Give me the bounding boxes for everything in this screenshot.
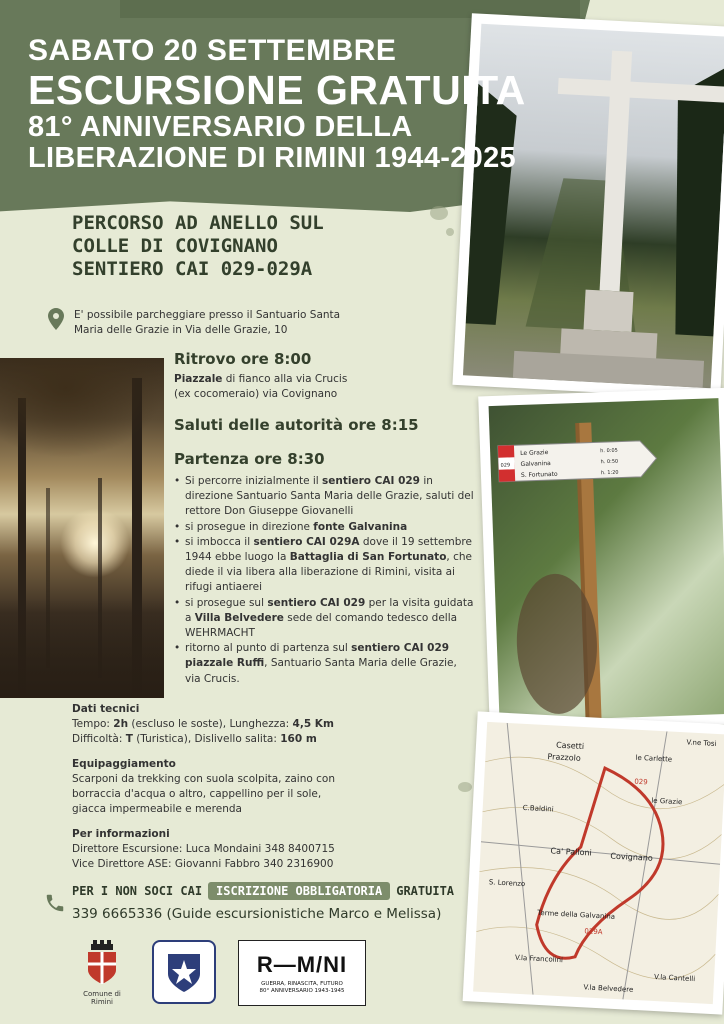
map-label: C.Baldini <box>522 803 554 814</box>
decor-splash <box>446 228 454 236</box>
sign-destination: Galvanina <box>520 459 551 469</box>
route-line-3: SENTIERO CAI 029-029A <box>72 258 313 280</box>
map-trail-label: 029A <box>584 927 603 937</box>
rimini-crest-icon <box>85 940 119 984</box>
map-label: Covignano <box>610 851 654 863</box>
event-date: SABATO 20 SETTEMBRE <box>28 34 397 67</box>
registration <box>44 882 484 922</box>
route-line-1: PERCORSO AD ANELLO SUL <box>72 212 324 234</box>
location-pin-icon <box>48 308 64 330</box>
tech-difficulty: Difficoltà: T (Turistica), Dislivello salita: 160 m <box>72 733 317 745</box>
map-label: V.la Francolini <box>514 953 564 965</box>
info-title: Per informazioni <box>72 828 170 840</box>
registration-line: PER I NON SOCI CAI ISCRIZIONE OBBLIGATORIA GRATUITA <box>72 884 455 898</box>
equipment-line: Scarponi da trekking con suola scolpita, zaino con <box>72 773 335 785</box>
equipment-line: borraccia d'acqua o altro, cappellino per il sole, <box>72 788 322 800</box>
map-label: V.ne Tosi <box>686 738 717 748</box>
cai-star-shield-icon <box>164 950 204 994</box>
rm-logo-title: R—M/NI <box>256 951 348 977</box>
map-label: le Carlette <box>635 753 673 764</box>
tech-time-length: Tempo: 2h (escluso le soste), Lunghezza: 4,5 Km <box>72 718 334 730</box>
map-label: le Grazie <box>651 796 683 807</box>
map-trail-label: 029 <box>634 777 648 787</box>
rimini-caption: Comune di Rimini <box>83 990 121 1006</box>
route-line-2: COLLE DI COVIGNANO <box>72 235 278 257</box>
partenza-title: Partenza ore 8:30 <box>174 450 325 468</box>
saluti-title: Saluti delle autorità ore 8:15 <box>174 416 419 434</box>
itinerary-item: • si imbocca il sentiero CAI 029A dove il 19 settembre 1944 ebbe luogo la Battaglia di San Fortunato, che diede il via libera alla liberazione di Rimini, visita ai rifugi antiaerei <box>174 535 474 596</box>
sign-destination: Le Grazie <box>520 449 549 458</box>
occasion-line-2: LIBERAZIONE DI RIMINI 1944-2025 <box>28 142 516 174</box>
logos-row <box>74 940 366 1006</box>
rm-logo-subtitle: GUERRA, RINASCITA, FUTURO <box>261 980 343 987</box>
technical-info <box>72 702 452 882</box>
sign-time: h. 1:20 <box>600 469 619 477</box>
title-block <box>28 34 648 174</box>
sign-time: h. 0:50 <box>600 458 619 466</box>
phone-number[interactable]: 339 6665336 (Guide escursionistiche Marco e Melissa) <box>72 906 442 922</box>
sign-trail-code: 029 <box>500 462 511 469</box>
sign-time: h. 0:05 <box>600 447 618 455</box>
cai-logo <box>152 940 216 1004</box>
map-label: Prazzolo <box>547 752 581 763</box>
forest-path-photo <box>0 358 164 698</box>
itinerary-item: • ritorno al punto di partenza sul sentiero CAI 029 piazzale Ruffi, Santuario Santa Maria delle Grazie, via Crucis. <box>174 641 474 687</box>
trail-sign-photo <box>478 388 724 733</box>
itinerary-item: • Si percorre inizialmente il sentiero CAI 029 in direzione Santuario Santa Maria delle Grazie, saluti del rettore Don Giuseppe Giovanelli <box>174 474 474 520</box>
parking-line-1: E' possibile parcheggiare presso il Santuario Santa <box>74 309 341 321</box>
rm-logo-subtitle: 80° ANNIVERSARIO 1943-1945 <box>259 987 345 994</box>
map-label: Ca' Palloni <box>550 846 592 858</box>
schedule <box>174 350 474 687</box>
map-label: V.la Cantelli <box>653 972 696 984</box>
decor-splash <box>430 206 448 220</box>
occasion-line-1: 81° ANNIVERSARIO DELLA <box>28 111 413 143</box>
ritrovo-title: Ritrovo ore 8:00 <box>174 350 312 368</box>
map-label: S. Lorenzo <box>488 878 526 889</box>
route-title <box>72 212 324 281</box>
tech-title: Dati tecnici <box>72 703 140 715</box>
sign-destination: S. Fortunato <box>520 470 558 480</box>
trail-map-photo <box>463 711 724 1014</box>
rimini-80-logo <box>238 940 366 1006</box>
info-contact: Direttore Escursione: Luca Mondaini 348 8400715 <box>72 843 335 855</box>
event-title: ESCURSIONE GRATUITA <box>28 67 526 113</box>
phone-icon <box>44 892 66 914</box>
info-contact: Vice Direttore ASE: Giovanni Fabbro 340 2316900 <box>72 858 334 870</box>
equipment-line: giacca impermeabile e merenda <box>72 803 242 815</box>
itinerary-item: • si prosegue sul sentiero CAI 029 per la visita guidata a Villa Belvedere sede del comando tedesco della WEHRMACHT <box>174 596 474 642</box>
map-label: Terme della Galvanina <box>537 908 616 921</box>
itinerary-list <box>174 474 474 687</box>
map-label: V.la Belvedere <box>583 983 634 994</box>
registration-required-badge: ISCRIZIONE OBBLIGATORIA <box>208 882 390 900</box>
parking-line-2: Maria delle Grazie in Via delle Grazie, 10 <box>74 324 288 336</box>
itinerary-item: • si prosegue in direzione fonte Galvanina <box>174 520 474 535</box>
comune-rimini-logo <box>74 940 130 1006</box>
parking-info <box>48 308 394 338</box>
map-label: Casetti <box>555 740 585 752</box>
ritrovo-place: Piazzale di fianco alla via Crucis (ex cocomeraio) via Covignano <box>174 373 348 400</box>
equipment-title: Equipaggiamento <box>72 758 176 770</box>
decor-splash <box>458 782 472 792</box>
